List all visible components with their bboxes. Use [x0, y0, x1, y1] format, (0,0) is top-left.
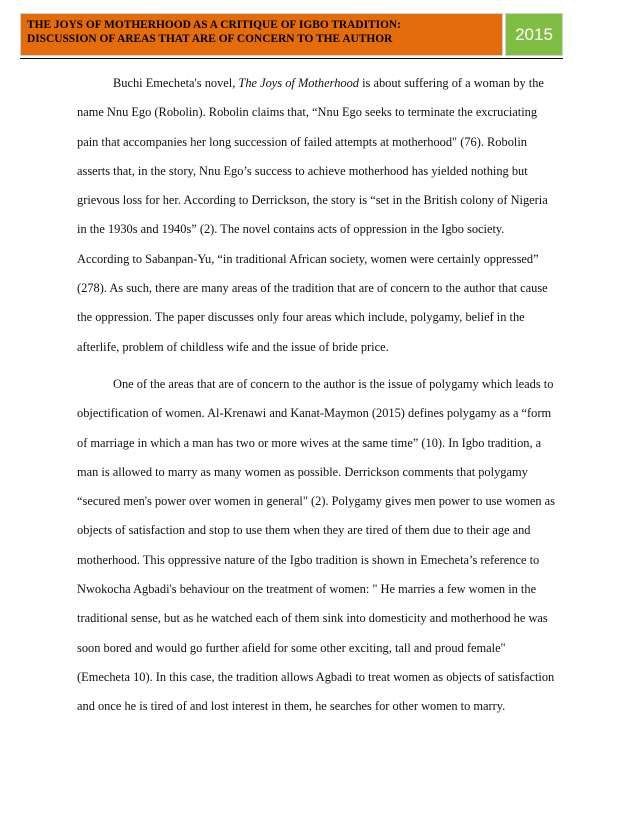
paragraph-line: objects of satisfaction and stop to use them when they are tired of them due to their age and [77, 523, 531, 538]
paragraph-line: afterlife, problem of childless wife and the issue of bride price. [77, 339, 389, 354]
paragraph-line: One of the areas that are of concern to the author is the issue of polygamy which leads to [113, 376, 554, 391]
paragraph-line: Nwokocha Agbadi's behaviour on the treatment of women: " He marries a few women in the [77, 582, 537, 597]
paragraph-1 [77, 69, 567, 362]
header-title [20, 13, 503, 56]
text-run: is about suffering of a woman by the [359, 76, 544, 90]
header-divider [20, 58, 563, 59]
novel-title: The Joys of Motherhood [238, 76, 359, 90]
paragraph-line: soon bored and would go further afield for some other exciting, tall and proud female" [77, 640, 506, 655]
paragraph-line: motherhood. This oppressive nature of the Igbo tradition is shown in Emecheta’s reference to [77, 552, 540, 567]
document-body [77, 69, 567, 722]
text-run: Buchi Emecheta's novel, [113, 76, 239, 90]
paragraph-line: man is allowed to marry as many women as possible. Derrickson comments that polygamy [77, 464, 528, 479]
paragraph-1-line-1 [77, 69, 567, 98]
paragraph-line: the oppression. The paper discusses only four areas which include, polygamy, belief in the [77, 310, 525, 325]
paragraph-line: According to Sabanpan-Yu, “in traditional African society, women were certainly oppressed” [77, 251, 539, 266]
paragraph-line: (278). As such, there are many areas of the tradition that are of concern to the author that cause [77, 281, 548, 296]
header-year: 2015 [505, 13, 563, 56]
paragraph-line: name Nnu Ego (Robolin). Robolin claims that, “Nnu Ego seeks to terminate the excruciating [77, 105, 538, 120]
paragraph-2 [77, 370, 567, 722]
paragraph-line: “secured men's power over women in general" (2). Polygamy gives men power to use women as [77, 494, 556, 509]
paragraph-line: asserts that, in the story, Nnu Ego’s success to achieve motherhood has yielded nothing but [77, 163, 528, 178]
paragraph-line: in the 1930s and 1940s” (2). The novel contains acts of oppression in the Igbo society. [77, 222, 505, 237]
paragraph-line: (Emecheta 10). In this case, the tradition allows Agbadi to treat women as objects of satisfaction [77, 669, 555, 684]
paragraph-line: grievous loss for her. According to Derrickson, the story is “set in the British colony of Nigeria [77, 193, 548, 208]
paragraph-line: of marriage in which a man has two or more wives at the same time” (10). In Igbo tradition, a [77, 435, 542, 450]
paragraph-line: objectification of women. Al-Krenawi and Kanat-Maymon (2015) defines polygamy as a “form [77, 406, 552, 421]
header-title-line-1: THE JOYS OF MOTHERHOOD AS A CRITIQUE OF IGBO TRADITION: [27, 19, 401, 31]
paragraph-line: and once he is tired of and lost interest in them, he searches for other women to marry. [77, 699, 506, 714]
page-header [20, 13, 563, 56]
header-title-line-2: DISCUSSION OF AREAS THAT ARE OF CONCERN TO THE AUTHOR [27, 33, 393, 45]
paragraph-line: traditional sense, but as he watched each of them sink into domesticity and motherhood he was [77, 611, 548, 626]
paragraph-line: pain that accompanies her long succession of failed attempts at motherhood" (76). Robolin [77, 134, 527, 149]
